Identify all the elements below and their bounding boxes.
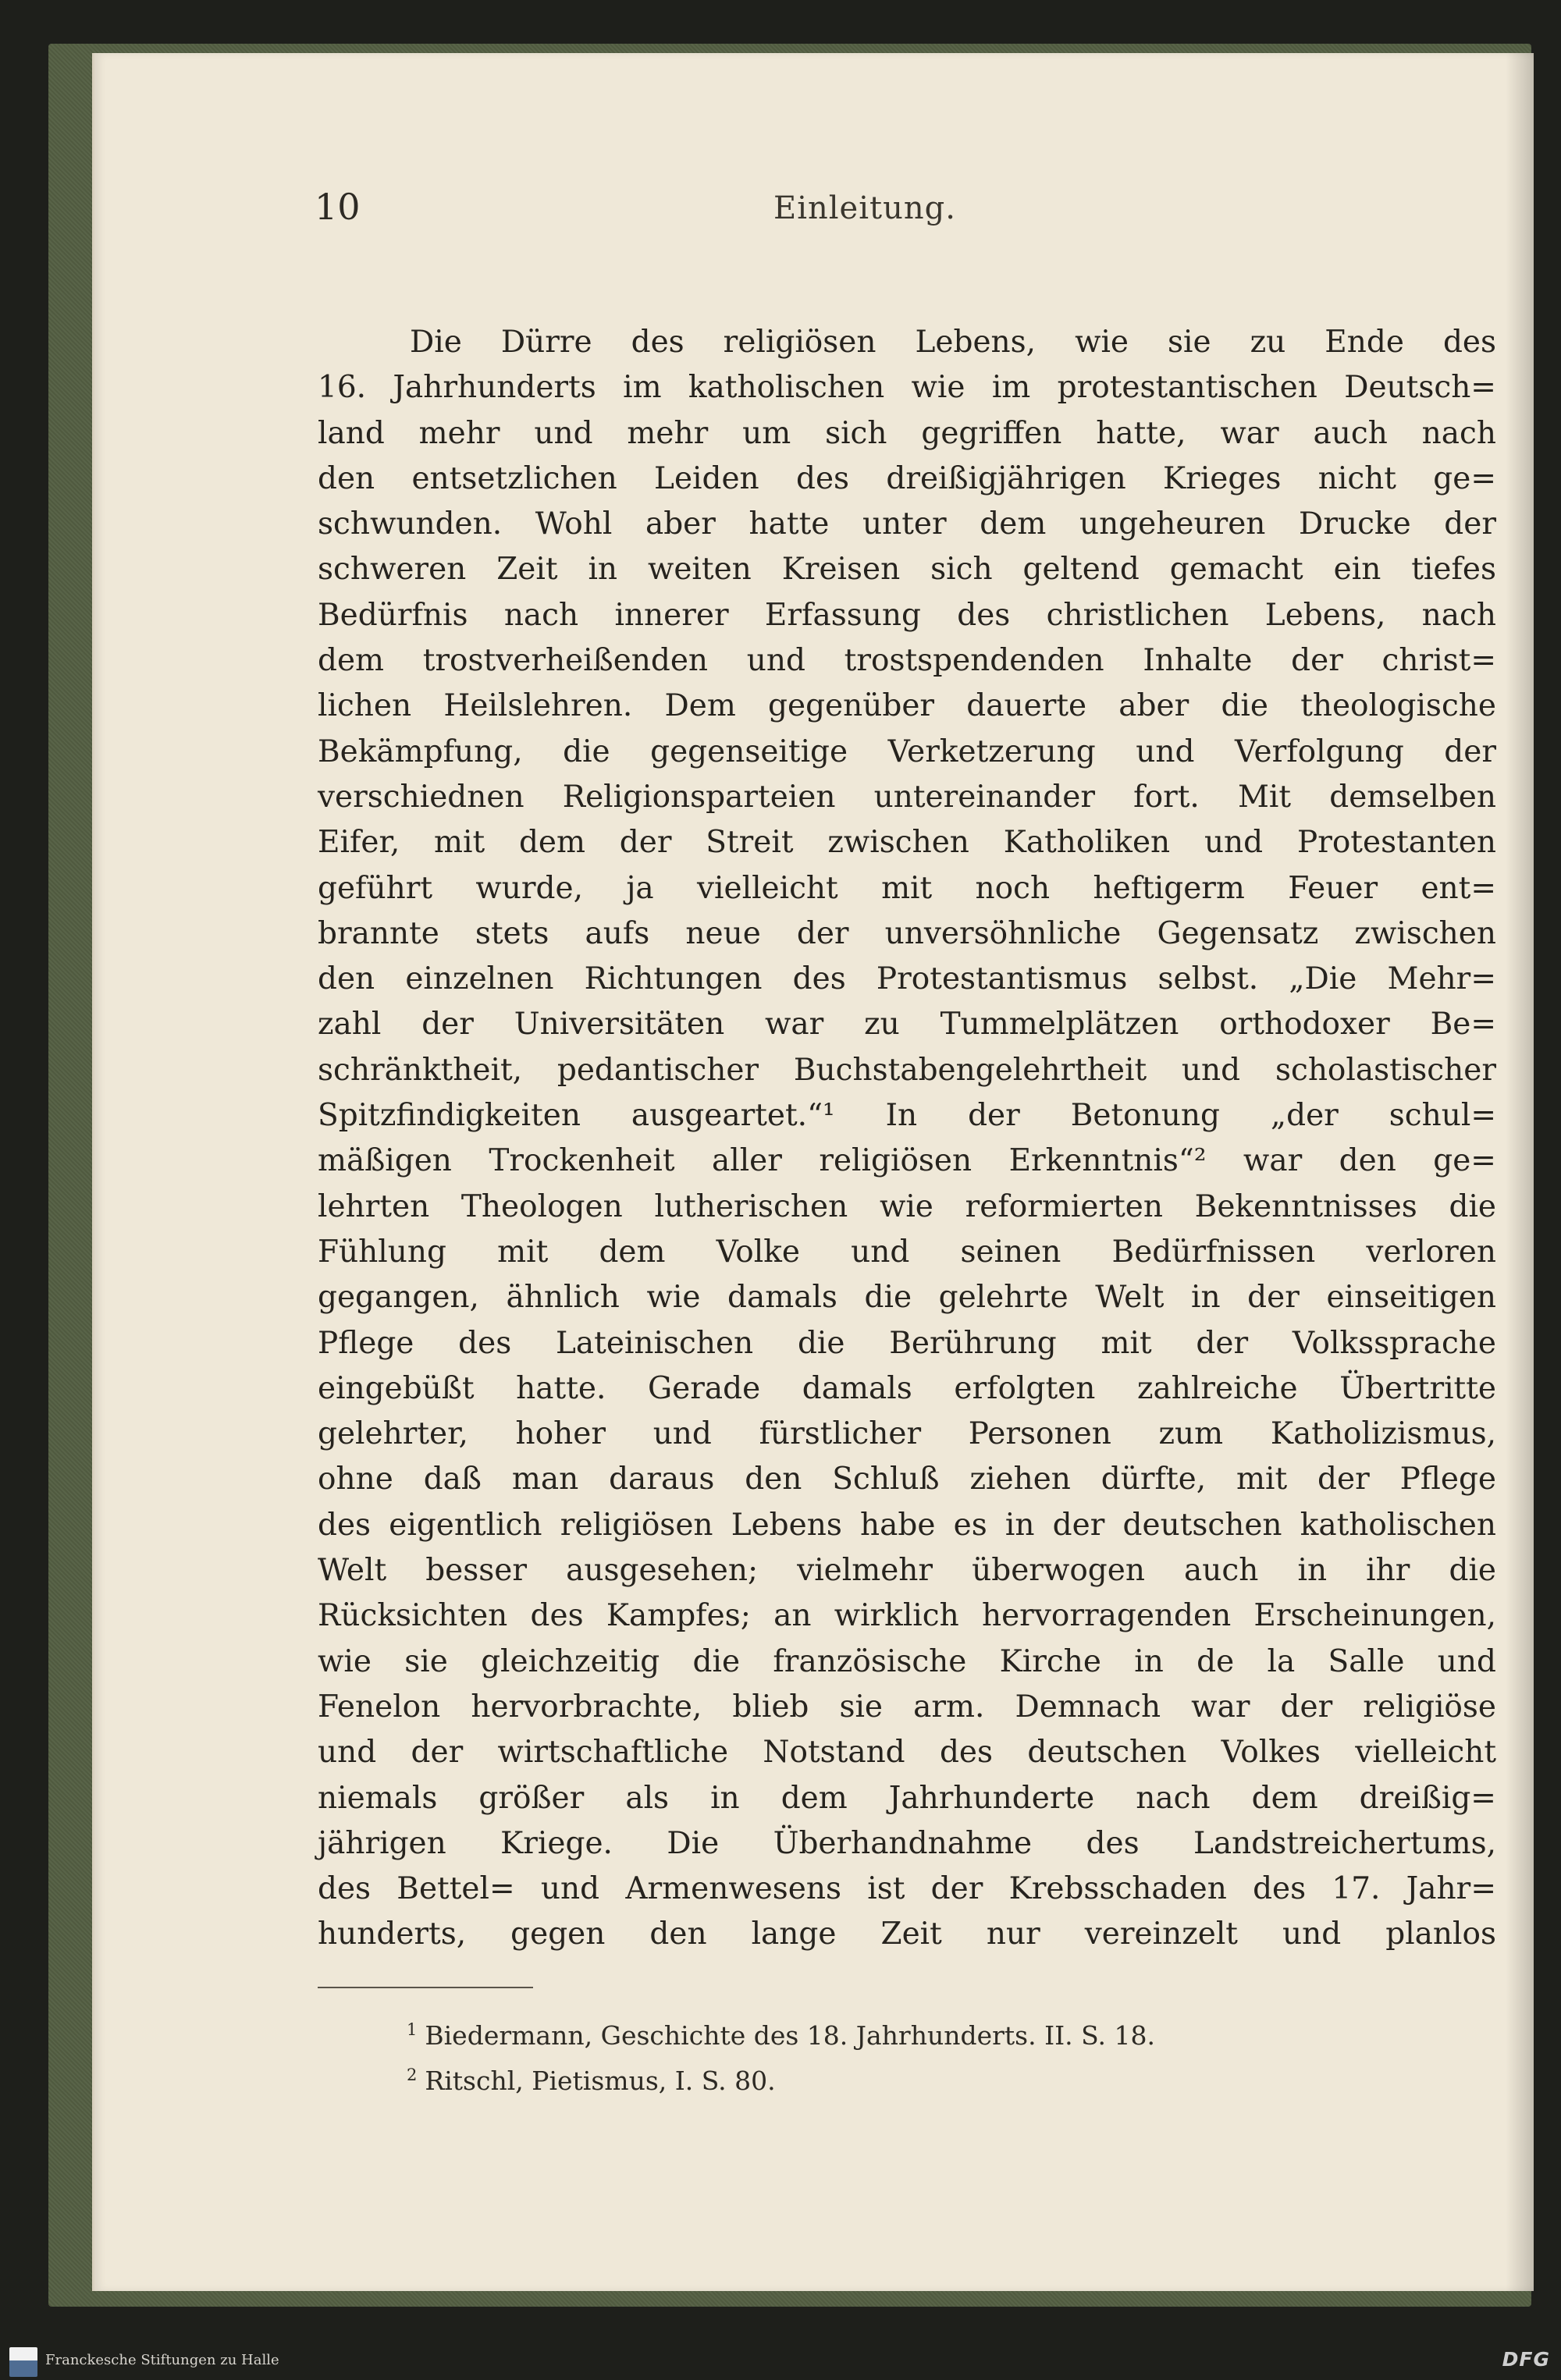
text-line: schweren Zeit in weiten Kreisen sich geltend gemacht ein tiefes xyxy=(318,552,1496,588)
text-line: eingebüßt hatte. Gerade damals erfolgten zahlreiche Übertritte xyxy=(318,1370,1496,1406)
text-line: des eigentlich religiösen Lebens habe es in der deutschen katholischen xyxy=(318,1507,1496,1543)
footnote xyxy=(407,2010,1421,2055)
text-line: Fühlung mit dem Volke und seinen Bedürfnissen verloren xyxy=(318,1234,1496,1270)
text-line: Die Dürre des religiösen Lebens, wie sie zu Ende des xyxy=(410,325,1496,360)
text-line: schränktheit, pedantischer Buchstabengelehrtheit und scholastischer xyxy=(318,1052,1496,1088)
text-line: hunderts, gegen den lange Zeit nur vereinzelt und planlos xyxy=(318,1916,1496,1952)
text-line: dem trostverheißenden und trostspendenden Inhalte der christ= xyxy=(318,643,1496,679)
text-line: verschiednen Religionsparteien untereinander fort. Mit demselben xyxy=(318,779,1496,815)
footnote-mark: 1 xyxy=(407,2020,418,2039)
text-line: jährigen Kriege. Die Überhandnahme des Landstreichertums, xyxy=(318,1825,1496,1861)
text-line: Eifer, mit dem der Streit zwischen Katholiken und Protestanten xyxy=(318,825,1496,861)
body-text xyxy=(318,320,1496,1958)
text-line: lichen Heilslehren. Dem gegenüber dauerte aber die theologische xyxy=(318,688,1496,724)
footnote-text: Ritschl, Pietismus, I. S. 80. xyxy=(425,2066,776,2096)
footnote xyxy=(407,2055,1421,2101)
text-line: niemals größer als in dem Jahrhunderte nach dem dreißig= xyxy=(318,1780,1496,1816)
text-line: den einzelnen Richtungen des Protestantismus selbst. „Die Mehr= xyxy=(318,961,1496,997)
footnotes xyxy=(407,2010,1421,2101)
footnote-text: Biedermann, Geschichte des 18. Jahrhunderts. II. S. 18. xyxy=(425,2020,1156,2051)
page-header xyxy=(94,186,1534,248)
text-line: lehrten Theologen lutherischen wie reformierten Bekenntnisses die xyxy=(318,1188,1496,1224)
text-line: und der wirtschaftliche Notstand des deutschen Volkes vielleicht xyxy=(318,1735,1496,1771)
text-line: Fenelon hervorbrachte, blieb sie arm. Demnach war der religiöse xyxy=(318,1689,1496,1725)
page-number: 10 xyxy=(315,186,361,228)
text-line: den entsetzlichen Leiden des dreißigjährigen Krieges nicht ge= xyxy=(318,460,1496,496)
text-line: Pflege des Lateinischen die Berührung mit der Volkssprache xyxy=(318,1325,1496,1361)
text-line: land mehr und mehr um sich gegriffen hatte, war auch nach xyxy=(318,415,1496,451)
text-line: Welt besser ausgesehen; vielmehr überwogen auch in ihr die xyxy=(318,1553,1496,1589)
library-logo-icon xyxy=(9,2347,37,2377)
footnote-mark: 2 xyxy=(407,2066,418,2084)
text-line: Spitzfindigkeiten ausgeartet.“¹ In der Betonung „der schul= xyxy=(318,1098,1496,1134)
text-line: 16. Jahrhunderts im katholischen wie im protestantischen Deutsch= xyxy=(318,370,1496,406)
library-name: Franckesche Stiftungen zu Halle xyxy=(45,2352,279,2368)
text-line: zahl der Universitäten war zu Tummelplätzen orthodoxer Be= xyxy=(318,1007,1496,1043)
text-line: gegangen, ähnlich wie damals die gelehrte Welt in der einseitigen xyxy=(318,1280,1496,1316)
text-line: schwunden. Wohl aber hatte unter dem ungeheuren Drucke der xyxy=(318,506,1496,542)
book-page xyxy=(92,53,1534,2291)
text-line: geführt wurde, ja vielleicht mit noch heftigerm Feuer ent= xyxy=(318,870,1496,906)
viewer-footer xyxy=(0,2343,1561,2380)
text-line: des Bettel= und Armenwesens ist der Krebsschaden des 17. Jahr= xyxy=(318,1871,1496,1907)
page-gutter-shadow xyxy=(1506,53,1534,2291)
text-line: ohne daß man daraus den Schluß ziehen dürfte, mit der Pflege xyxy=(318,1462,1496,1497)
text-line: gelehrter, hoher und fürstlicher Personen zum Katholizismus, xyxy=(318,1416,1496,1452)
text-line: mäßigen Trockenheit aller religiösen Erkenntnis“² war den ge= xyxy=(318,1143,1496,1179)
footnote-divider xyxy=(318,1987,533,1988)
text-line: Bekämpfung, die gegenseitige Verketzerung und Verfolgung der xyxy=(318,734,1496,769)
text-line: brannte stets aufs neue der unversöhnliche Gegensatz zwischen xyxy=(318,915,1496,951)
text-line: Rücksichten des Kampfes; an wirklich hervorragenden Erscheinungen, xyxy=(318,1598,1496,1634)
running-title: Einleitung. xyxy=(773,190,956,226)
dfg-logo: DFG xyxy=(1502,2348,1550,2371)
text-line: wie sie gleichzeitig die französische Kirche in de la Salle und xyxy=(318,1643,1496,1679)
text-line: Bedürfnis nach innerer Erfassung des christlichen Lebens, nach xyxy=(318,597,1496,633)
